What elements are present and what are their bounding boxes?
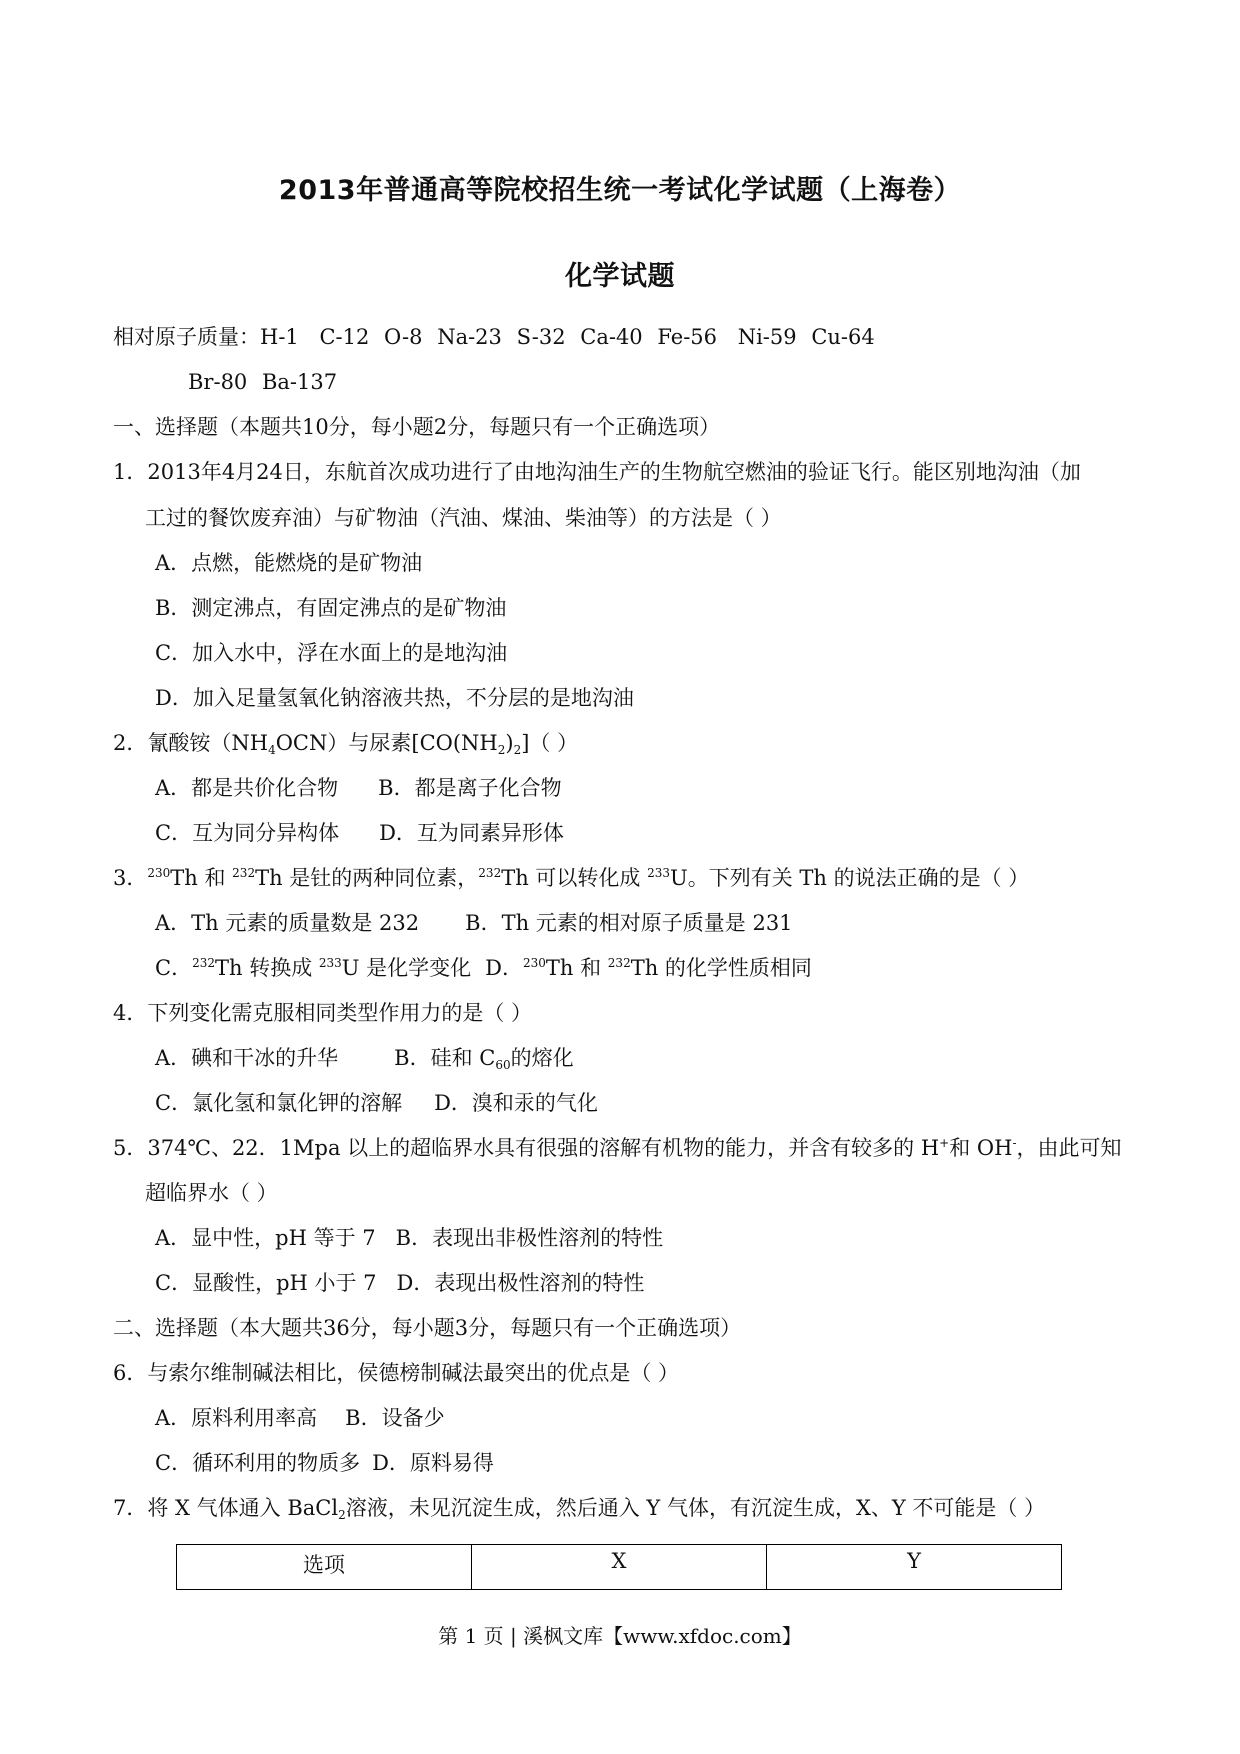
option-text: Th 转换成 — [214, 956, 319, 980]
q3-options-ab — [155, 908, 793, 938]
mass-item: H-1 — [260, 325, 299, 349]
q2-option-d: D．互为同素异形体 — [379, 821, 564, 845]
mass-number: 232 — [607, 956, 631, 970]
table-header-cell: 选项 — [177, 1545, 472, 1590]
atomic-masses-line1 — [113, 322, 875, 352]
q1-option-c: C．加入水中，浮在水面上的是地沟油 — [155, 641, 508, 665]
subscript: 2 — [513, 743, 522, 757]
q4-option-c: C．氯化氢和氯化钾的溶解 — [155, 1091, 403, 1115]
question-1-continuation: 工过的餐饮废弃油）与矿物油（汽油、煤油、柴油等）的方法是（ ） — [145, 506, 782, 530]
question-number: 7． — [113, 1496, 148, 1520]
question-number: 1． — [113, 460, 148, 484]
option-text: 的熔化 — [510, 1046, 574, 1070]
mass-item: Ca-40 — [580, 325, 643, 349]
q4-option-d: D．溴和汞的气化 — [434, 1091, 598, 1115]
q4-option-a: A．碘和干冰的升华 — [155, 1046, 339, 1070]
q5-options-cd — [155, 1268, 644, 1298]
q6-options-cd — [155, 1448, 494, 1478]
mass-number: 232 — [478, 866, 502, 880]
section-two-heading: 二、选择题（本大题共36分，每小题3分，每题只有一个正确选项） — [113, 1316, 742, 1340]
option-letter: D． — [485, 956, 523, 980]
stem-text: 溶液，未见沉淀生成，然后通入 Y 气体，有沉淀生成，X、Y 不可能是（ ） — [345, 1496, 1046, 1520]
q5-option-d: D．表现出极性溶剂的特性 — [396, 1271, 645, 1295]
table-header-row — [177, 1545, 1062, 1590]
question-number: 5． — [113, 1136, 148, 1160]
mass-item: Br-80 — [188, 370, 248, 394]
mass-item: Ba-137 — [261, 370, 338, 394]
question-number: 3． — [113, 866, 148, 890]
stem-text: 氰酸铵（NH — [147, 731, 269, 755]
option-text: Th 的化学性质相同 — [630, 956, 812, 980]
option-letter: C． — [155, 956, 193, 980]
stem-text: U。下列有关 Th 的说法正确的是（ ） — [670, 866, 1030, 890]
stem-text: OCN）与尿素[CO(NH — [275, 731, 498, 755]
q3-option-b: B．Th 元素的相对原子质量是 231 — [465, 911, 793, 935]
table-header-cell: Y — [767, 1545, 1062, 1590]
page-title: 2013年普通高等院校招生统一考试化学试题（上海卷） — [278, 175, 962, 206]
option-text: Th 和 — [545, 956, 608, 980]
question-stem: 2013年4月24日，东航首次成功进行了由地沟油生产的生物航空燃油的验证飞行。能区别地沟油（加 — [147, 460, 1081, 484]
mass-number: 232 — [192, 956, 215, 970]
q3-options-cd — [155, 953, 812, 983]
mass-item: Fe-56 — [657, 325, 718, 349]
q2-option-c: C．互为同分异构体 — [155, 821, 340, 845]
question-5 — [113, 1133, 1122, 1163]
q6-option-a: A．原料利用率高 — [155, 1406, 318, 1430]
option-text: B．硅和 C — [394, 1046, 496, 1070]
mass-number: 233 — [318, 956, 342, 970]
option-text: U 是化学变化 — [341, 956, 472, 980]
stem-text: Th 是钍的两种同位素， — [255, 866, 479, 890]
question-5-continuation: 超临界水（ ） — [145, 1181, 278, 1205]
q5-options-ab — [155, 1223, 663, 1253]
question-number: 4． — [113, 1001, 148, 1025]
mass-item: O-8 — [384, 325, 423, 349]
page-subtitle: 化学试题 — [565, 261, 675, 292]
stem-text: ]（ ） — [521, 731, 579, 755]
question-6 — [113, 1358, 679, 1388]
stem-text: 374℃、22．1Mpa 以上的超临界水具有很强的溶解有机物的能力，并含有较多的 H — [147, 1136, 940, 1160]
table-header-cell: X — [472, 1545, 767, 1590]
q5-option-b: B．表现出非极性溶剂的特性 — [395, 1226, 664, 1250]
subscript: 2 — [497, 743, 506, 757]
atomic-masses-label: 相对原子质量： — [113, 325, 260, 349]
mass-item: S-32 — [516, 325, 566, 349]
question-stem: 下列变化需克服相同类型作用力的是（ ） — [147, 1001, 533, 1025]
q7-options-table — [176, 1544, 1062, 1590]
q3-option-a: A．Th 元素的质量数是 232 — [155, 911, 420, 935]
q6-options-ab — [155, 1403, 445, 1433]
q6-option-c: C．循环利用的物质多 — [155, 1451, 361, 1475]
stem-text: 和 OH — [949, 1136, 1013, 1160]
subscript: 2 — [338, 1508, 346, 1522]
q6-option-d: D．原料易得 — [372, 1451, 494, 1475]
subscript: 4 — [268, 743, 276, 757]
q5-option-c: C．显酸性，pH 小于 7 — [155, 1271, 377, 1295]
stem-text: ) — [505, 731, 514, 755]
q2-options-cd — [155, 818, 564, 848]
q4-options-cd — [155, 1088, 598, 1118]
question-4 — [113, 998, 532, 1028]
q6-option-b: B．设备少 — [345, 1406, 445, 1430]
q1-option-d: D．加入足量氢氧化钠溶液共热，不分层的是地沟油 — [155, 686, 634, 710]
q2-option-b: B．都是离子化合物 — [378, 776, 562, 800]
q2-options-ab — [155, 773, 562, 803]
mass-number: 230 — [147, 866, 171, 880]
mass-item: Cu-64 — [811, 325, 875, 349]
q4-option-b — [394, 1046, 573, 1070]
question-number: 6． — [113, 1361, 148, 1385]
question-1 — [113, 457, 1081, 487]
mass-number: 230 — [523, 956, 546, 970]
superscript: - — [1012, 1136, 1017, 1150]
mass-item: C-12 — [319, 325, 370, 349]
page-footer: 第 1 页 | 溪枫文库【www.xfdoc.com】 — [438, 1624, 802, 1648]
stem-text: Th 和 — [170, 866, 233, 890]
question-7 — [113, 1493, 1045, 1523]
mass-number: 232 — [232, 866, 256, 880]
superscript: + — [939, 1136, 950, 1150]
q4-options-ab — [155, 1043, 574, 1073]
q2-option-a: A．都是共价化合物 — [155, 776, 339, 800]
q5-option-a: A．显中性，pH 等于 7 — [155, 1226, 376, 1250]
mass-item: Na-23 — [437, 325, 502, 349]
question-3 — [113, 863, 1029, 893]
question-2 — [113, 728, 578, 758]
q1-option-a: A．点燃，能燃烧的是矿物油 — [155, 551, 423, 575]
atomic-masses-line2 — [188, 367, 337, 397]
question-stem: 与索尔维制碱法相比，侯德榜制碱法最突出的优点是（ ） — [147, 1361, 680, 1385]
mass-number: 233 — [647, 866, 670, 880]
mass-item: Ni-59 — [737, 325, 797, 349]
stem-text: Th 可以转化成 — [501, 866, 648, 890]
q1-option-b: B．测定沸点，有固定沸点的是矿物油 — [155, 596, 507, 620]
section-one-heading: 一、选择题（本题共10分，每小题2分，每题只有一个正确选项） — [113, 415, 721, 439]
q3-option-c — [155, 956, 471, 980]
stem-text: 将 X 气体通入 BaCl — [147, 1496, 339, 1520]
stem-text: ，由此可知 — [1016, 1136, 1122, 1160]
subscript: 60 — [495, 1058, 511, 1072]
q3-option-d — [485, 956, 812, 980]
question-number: 2． — [113, 731, 148, 755]
